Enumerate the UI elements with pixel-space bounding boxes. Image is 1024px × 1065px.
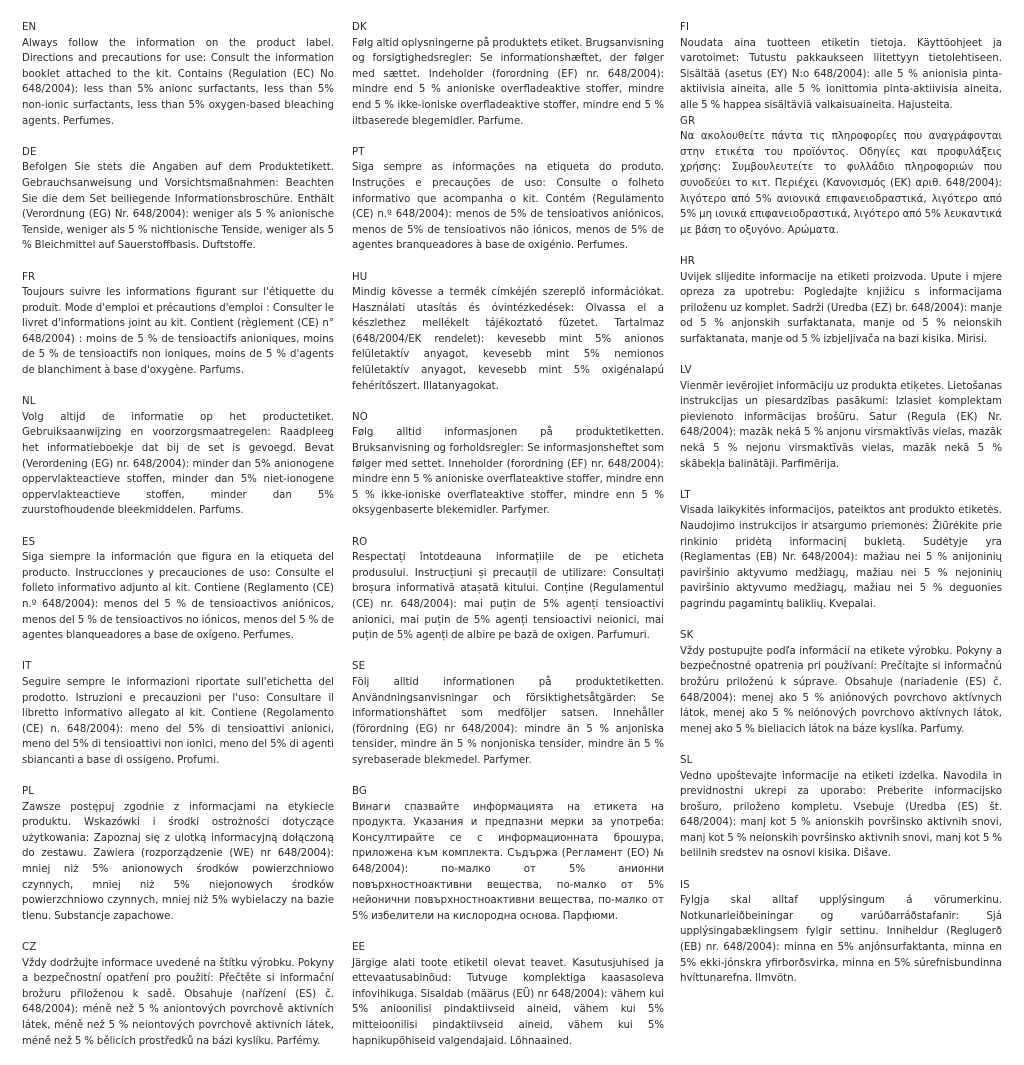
section-dk — [352, 20, 664, 129]
section-text: Siga sempre as informações na etiqueta do produto. Instruções e precauções de uso: Consulte o folheto informativo que acompanha o kit. Contém (Regulamento (CE) n.º 648/2004): menos de 5% de tensioativos aniónicos, menos de 5% de tensioativos não iónicos, menos de 5% de agentes branqueadores à base de oxigénio. Perfumes. — [352, 162, 664, 252]
section-text: Vždy dodržujte informace uvedené na štítku výrobku. Pokyny a bezpečnostní opatření pro použití: Přečtěte si informační brožuru přiloženou k sadě. Obsahuje (nařízení (ES) č. 648/2004): méně než 5 % aniontových povrchově aktivních látek, méně než 5 % neiontových povrchově aktivních látek, méně než 5 % bělicích prostředků na bázi kyslíku. Parfémy. — [22, 957, 334, 1047]
section-text: Følg altid oplysningerne på produktets etiket. Brugsanvisning og forsigtighedsregler: Se informationshæftet, der følger med sættet. Indeholder (forordning (EF) nr. 648/2004): mindre end 5 % anioniske overfladeaktive stoffer, mindre end 5 % ikke-ioniske overfladeaktive stoffer, mindre end 5 % iltbaserede blegemidler. Parfume. — [352, 37, 664, 127]
language-code: DE — [22, 146, 37, 158]
language-code: IT — [22, 661, 32, 673]
section-text: Vedno upoštevajte informacije na etiketi izdelka. Navodila in previdnostni ukrepi za uporabo: Preberite informacijsko brošuro, priloženo kompletu. Vsebuje (Uredba (ES) št. 648/2004): manj kot 5 % anionskih površinsko aktivnih snovi, manj kot 5 % neionskih površinsko aktivnih snovi, manj kot 5 % belilnih sredstev na osnovi kisika. Dišave. — [680, 770, 1002, 860]
section-text: Järgige alati toote etiketil olevat teavet. Kasutusjuhised ja ettevaatusabinõud: Tutvuge komplektiga kaasasoleva infovihikuga. Sisaldab (määrus (EÜ) nr 648/2004): vähem kui 5% anioonilisi pindaktiivseid aineid, vähem kui 5% mitteioonilisi pindaktiivseid aineid, vähem kui 5% hapnikupõhiseid valgendajaid. Lõhnaained. — [352, 957, 664, 1047]
section-fr — [22, 270, 334, 379]
column-3 — [680, 20, 1002, 1002]
section-text: Siga siempre la información que figura en la etiqueta del producto. Instrucciones y precauciones de uso: Consulte el folleto informativo adjunto al kit. Contiene (Reglamento (CE) n.º 648/2004): menos del 5 % de tensioactivos aniónicos, menos del 5 % de tensioactivos no iónicos, menos del 5 % de agentes blanqueadores a base de oxígeno. Perfumes. — [22, 552, 334, 642]
language-code: LT — [680, 489, 691, 501]
language-code: CZ — [22, 942, 37, 954]
section-text: Befolgen Sie stets die Angaben auf dem Produktetikett. Gebrauchsanweisung und Vorsichtsmaßnahmen: Beachten Sie die dem Set beiliegende Informationsbroschüre. Enthält (Verordnung (EG) Nr. 648/2004): weniger als 5 % anionische Tenside, weniger als 5 % nichtionische Tenside, weniger als 5 % Bleichmittel auf Sauerstoffbasis. Duftstoffe. — [22, 162, 334, 252]
language-code: DK — [352, 22, 367, 33]
section-en — [22, 20, 334, 129]
language-code: HR — [680, 255, 695, 267]
section-hr — [680, 254, 1002, 348]
section-text: Vždy postupujte podľa informácií na etikete výrobku. Pokyny a bezpečnostné opatrenia pri používaní: Prečítajte si informačnú brožúru priloženú k súprave. Obsahuje (nariadenie (ES) č. 648/2004): menej ako 5 % aniónových povrchovo aktívnych látok, menej ako 5 % neiónových povrchovo aktívnych látok, menej ako 5 % bieliacich látok na báze kyslíka. Parfumy. — [680, 645, 1002, 735]
section-es — [22, 535, 334, 644]
section-text: Toujours suivre les informations figurant sur l'étiquette du produit. Mode d'emploi et précautions d'emploi : Consulter le livret d'informations joint au kit. Contient (règlement (CE) n° 648/2004) : moins de 5 % de tensioactifs anioniques, moins de 5 % de tensioactifs non ioniques, moins de 5 % d'agents de blanchiment à base d'oxygène. Parfums. — [22, 287, 334, 377]
language-code: NO — [352, 411, 368, 423]
language-code: SE — [352, 661, 366, 673]
section-it — [22, 659, 334, 768]
language-code: EE — [352, 942, 366, 954]
section-bg — [352, 784, 664, 924]
section-nl — [22, 394, 334, 519]
language-code: BG — [352, 786, 367, 798]
language-code: SL — [680, 754, 693, 766]
section-ro — [352, 535, 664, 644]
language-code: PL — [22, 786, 35, 798]
language-code: GR — [680, 115, 696, 127]
section-text: Følg alltid informasjonen på produktetiketten. Bruksanvisning og forholdsregler: Se informasjonsheftet som følger med settet. Inneholder (forordning (EF) nr. 648/2004): mindre enn 5 % anioniske overflateaktive stoffer, mindre enn 5 % ikke-ioniske overflateaktive stoffer, mindre enn 5 % oksygenbaserte blekemidler. Parfymer. — [352, 427, 664, 517]
section-text: Always follow the information on the product label. Directions and precautions for use: Consult the information booklet attached to the kit. Contains (Regulation (EC) No 648/2004): less than 5% anionc surfactants, less than 5% non-ionic surfactants, less than 5% oxygen-based bleaching agents. Perfumes. — [22, 37, 334, 127]
section-sl — [680, 753, 1002, 862]
language-code: IS — [680, 879, 690, 891]
section-pt — [352, 145, 664, 254]
section-text: Noudata aina tuotteen etiketin tietoja. Käyttöohjeet ja varotoimet: Tutustu pakkaukseen liitettyyn tietolehtiseen. Sisältää (asetus (EY) N:o 648/2004): alle 5 % anionisia pinta-aktiivisia aineita, alle 5 % ionittomia pinta-aktiivisia aineita, alle 5 % happea sisältäviä valkaisuaineita. Hajusteita. — [680, 37, 1002, 111]
section-text: Να ακολουθείτε πάντα τις πληροφορίες που αναγράφονται στην ετικέτα του προϊόντος. Οδηγίες και προφυλάξεις χρήσης: Συμβουλευτείτε το φυλλάδιο πληροφοριών που συνοδεύει το κιτ. Περιέχει (Κανονισμός (ΕΚ) αριθ. 648/2004): λιγότερο από 5% ανιονικά επιφανειοδραστικά, λιγότερο από 5% μη ιονικά επιφανειοδραστικά, λιγότερο από 5% λευκαντικά με βάση το οξυγόνο. Αρώματα. — [680, 131, 1002, 236]
language-code: RO — [352, 536, 368, 548]
section-text: Mindig kövesse a termék címkéjén szereplő információkat. Használati utasítás és óvintézkedések: Olvassa el a készlethez mellékelt tájékoztató füzetet. Tartalmaz (648/2004/EK rendelet): kevesebb mint 5% anionos felületaktív anyagot, kevesebb mint 5% nemionos felületaktív anyagot, kevesebb mint 5% oxigénalapú fehérítőszert. Illatanyagokat. — [352, 287, 664, 392]
language-code: SK — [680, 630, 694, 642]
section-text: Visada laikykitės informacijos, pateiktos ant produkto etiketės. Naudojimo instrukcijos ir atsargumo priemonės: Žiūrėkite prie rinkinio pridėtą informacinį bukletą. Sudėtyje yra (Reglamentas (EB) Nr. 648/2004): mažiau nei 5 % anijoninių paviršinio aktyvumo medžiagų, mažiau nei 5 % nejoninių paviršinio aktyvumo medžiagų, mažiau nei 5 % deguonies pagrindu pagamintų baliklių. Kvepalai. — [680, 505, 1002, 610]
section-text: Volg altijd de informatie op het productetiket. Gebruiksaanwijzing en voorzorgsmaatregelen: Raadpleeg het informatieboekje dat bij de set is gevoegd. Bevat (Verordening (EG) nr. 648/2004): minder dan 5% anionogene oppervlakteactieve stoffen, minder dan 5% niet-ionogene oppervlakteactieve stoffen, minder dan 5% zuurstofhoudende bleekmiddelen. Parfums. — [22, 411, 334, 517]
column-2 — [352, 20, 664, 1065]
language-code: LV — [680, 365, 692, 377]
column-1 — [22, 20, 334, 1065]
language-code: ES — [22, 536, 36, 548]
language-code: FI — [680, 22, 690, 33]
section-text: Zawsze postępuj zgodnie z informacjami na etykiecie produktu. Wskazówki i środki ostrożności dotyczące użytkowania: Zapoznaj się z ulotką informacyjną dołączoną do zestawu. Zawiera (rozporządzenie (WE) nr 648/2004): mniej niż 5% anionowych środków powierzchniowo czynnych, mniej niż 5% niejonowych środków powierzchniowo czynnych, mniej niż 5% wybielaczy na bazie tlenu. Substancje zapachowe. — [22, 801, 334, 922]
language-code: PT — [352, 146, 365, 158]
language-code: FR — [22, 271, 36, 283]
section-fi — [680, 20, 1002, 114]
section-se — [352, 659, 664, 768]
section-text: Винаги спазвайте информацията на етикета на продукта. Указания и предпазни мерки за употреба: Консултирайте се с информационната брошура, приложена към комплекта. Съдържа (Регламент (ЕО) № 648/2004): по-малко от 5% анионни повърхностноактивни вещества, по-малко от 5% нейонични повърхностноактивни вещества, по-малко от 5% избелители на кислородна основа. Парфюми. — [352, 801, 664, 922]
section-text: Fylgja skal alltaf upplýsingum á vörumerkinu. Notkunarleiðbeiningar og varúðarráðstafanir: Sjá upplýsingabæklingsem fylgir settinu. Inniheldur (Reglugerð (EB) nr. 648/2004): minna en 5% anjónsurfaktanta, minna en 5% ekki-jónskra yfirborðsvirka, minna en 5% súrefnisbundinna hvíttunarefna. Ilmvötn. — [680, 895, 1002, 985]
section-cz — [22, 940, 334, 1049]
language-code: HU — [352, 271, 368, 283]
section-lt — [680, 488, 1002, 613]
section-no — [352, 410, 664, 519]
section-sk — [680, 628, 1002, 737]
section-ee — [352, 940, 664, 1049]
language-code: EN — [22, 22, 37, 33]
section-pl — [22, 784, 334, 924]
section-hu — [352, 270, 664, 395]
section-text: Följ alltid informationen på produktetiketten. Användningsanvisningar och försiktighetsåtgärder: Se informationshäftet som medföljer satsen. Innehåller (förordning (EG) nr 648/2004): mindre än 5 % anjoniska tensider, mindre än 5 % nonjoniska tensider, mindre än 5 % syrebaserade blekmedel. Parfymer. — [352, 676, 664, 766]
section-lv — [680, 363, 1002, 472]
section-gr — [680, 114, 1002, 239]
section-text: Respectați întotdeauna informațiile de pe eticheta produsului. Instrucțiuni și precauții de utilizare: Consultați broșura informativă atașată kitului. Conține (Regulamentul (CE) nr. 648/2004): mai puțin de 5% agenți tensioactivi anionici, mai puțin de 5% agenți tensioactivi neionici, mai puțin de 5% agenți de albire pe bază de oxigen. Parfumuri. — [352, 552, 664, 642]
section-de — [22, 145, 334, 254]
language-code: NL — [22, 396, 36, 408]
section-text: Vienmēr ievērojiet informāciju uz produkta etiķetes. Lietošanas instrukcijas un piesardzības pasākumi: Izlasiet komplektam pievienoto informācijas brošūru. Satur (Regula (EK) Nr. 648/2004): mazāk nekā 5 % anjonu virsmaktīvās vielas, mazāk nekā 5 % nejonu virsmaktīvās vielas, mazāk nekā 5 % skābekļa balinātāji. Parfimērija. — [680, 380, 1002, 470]
section-is — [680, 878, 1002, 987]
section-text: Uvijek slijedite informacije na etiketi proizvoda. Upute i mjere opreza za upotrebu: Pogledajte knjižicu s informacijama priloženu uz komplet. Sadrži (Uredba (EZ) br. 648/2004): manje od 5 % anjonskih surfaktanata, manje od 5 % neionskih surfaktanata, manje od 5 % izbjeljivača na bazi kisika. Mirisi. — [680, 271, 1002, 345]
section-text: Seguire sempre le informazioni riportate sull'etichetta del prodotto. Istruzioni e precauzioni per l'uso: Consultare il libretto informativo allegato al kit. Contiene (Regolamento (CE) n. 648/2004): meno del 5% di tensioattivi anionici, meno del 5% di tensioattivi non ionici, meno del 5% di agenti sbiancanti a base di ossigeno. Profumi. — [22, 676, 334, 766]
